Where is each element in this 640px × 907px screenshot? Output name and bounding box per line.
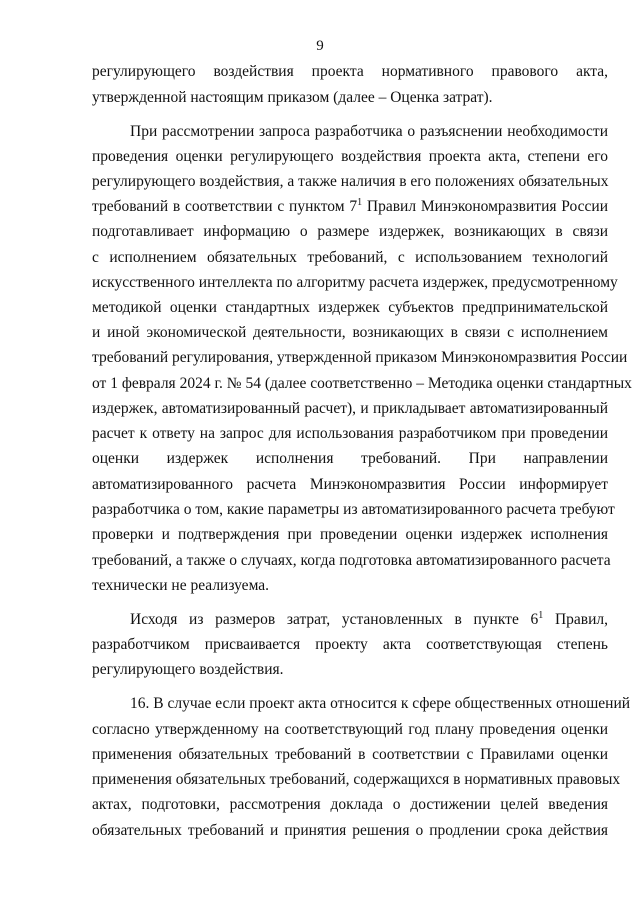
text-line: и иной экономической деятельности, возникающих в связи с исполнением <box>92 324 608 341</box>
text-line: разработчика о том, какие параметры из автоматизированного расчета требуют <box>92 501 615 518</box>
text-line: разработчиком присваивается проекту акта соответствующая степень <box>92 636 608 653</box>
text-line: автоматизированного расчета Минэкономразвития России информирует <box>92 476 608 493</box>
text-line: 16. В случае если проект акта относится к сфере общественных отношений <box>130 695 631 712</box>
text-line: регулирующего воздействия проекта нормативного правового акта, <box>92 63 608 80</box>
text-line: требований в соответствии с пунктом $7^1$ Правил Минэкономразвития России <box>92 196 608 215</box>
text-line: оценки издержек исполнения требований. При направлении <box>92 450 608 467</box>
text-line: подготавливает информацию о размере издержек, возникающих в связи <box>92 223 608 240</box>
text-line: применения обязательных требований в соответствии с Правилами оценки <box>92 746 608 763</box>
text-line: с исполнением обязательных требований, с использованием технологий <box>92 249 608 266</box>
text-line: расчет к ответу на запрос для использования разработчиком при проведении <box>92 425 608 442</box>
text-line: актах, подготовки, рассмотрения доклада о достижении целей введения <box>92 796 608 813</box>
text-line: издержек, автоматизированный расчет), и прикладывает автоматизированный <box>92 400 608 417</box>
text-line: от 1 февраля 2024 г. № 54 (далее соответственно – Методика оценки стандартных <box>92 375 632 392</box>
text-line: методикой оценки стандартных издержек субъектов предпринимательской <box>92 299 608 316</box>
text-line: требований, а также о случаях, когда подготовка автоматизированного расчета <box>92 552 611 569</box>
text-line: требований регулирования, утвержденной приказом Минэкономразвития России <box>92 349 628 366</box>
text-line: обязательных требований и принятия решения о продлении срока действия <box>92 822 608 839</box>
text-line: технически не реализуема. <box>92 577 270 594</box>
text-line: проведения оценки регулирующего воздействия проекта акта, степени его <box>92 148 608 165</box>
footnote-superscript: 1 <box>538 609 544 621</box>
text-line: согласно утвержденному на соответствующий год плану проведения оценки <box>92 721 608 738</box>
text-line: регулирующего воздействия, а также наличия в его положениях обязательных <box>92 173 609 190</box>
page-number: 9 <box>316 38 324 54</box>
text-line: регулирующего воздействия. <box>92 661 284 678</box>
text-line: При рассмотрении запроса разработчика о разъяснении необходимости <box>130 123 608 140</box>
text-line: утвержденной настоящим приказом (далее – Оценка затрат). <box>92 89 493 106</box>
text-line: Исходя из размеров затрат, установленных в пункте $6^1$ Правил, <box>130 609 609 628</box>
footnote-superscript: 1 <box>357 196 363 208</box>
text-line: применения обязательных требований, содержащихся в нормативных правовых <box>92 771 621 788</box>
text-line: проверки и подтверждения при проведении оценки издержек исполнения <box>92 526 608 543</box>
text-line: искусственного интеллекта по алгоритму расчета издержек, предусмотренному <box>92 274 618 291</box>
